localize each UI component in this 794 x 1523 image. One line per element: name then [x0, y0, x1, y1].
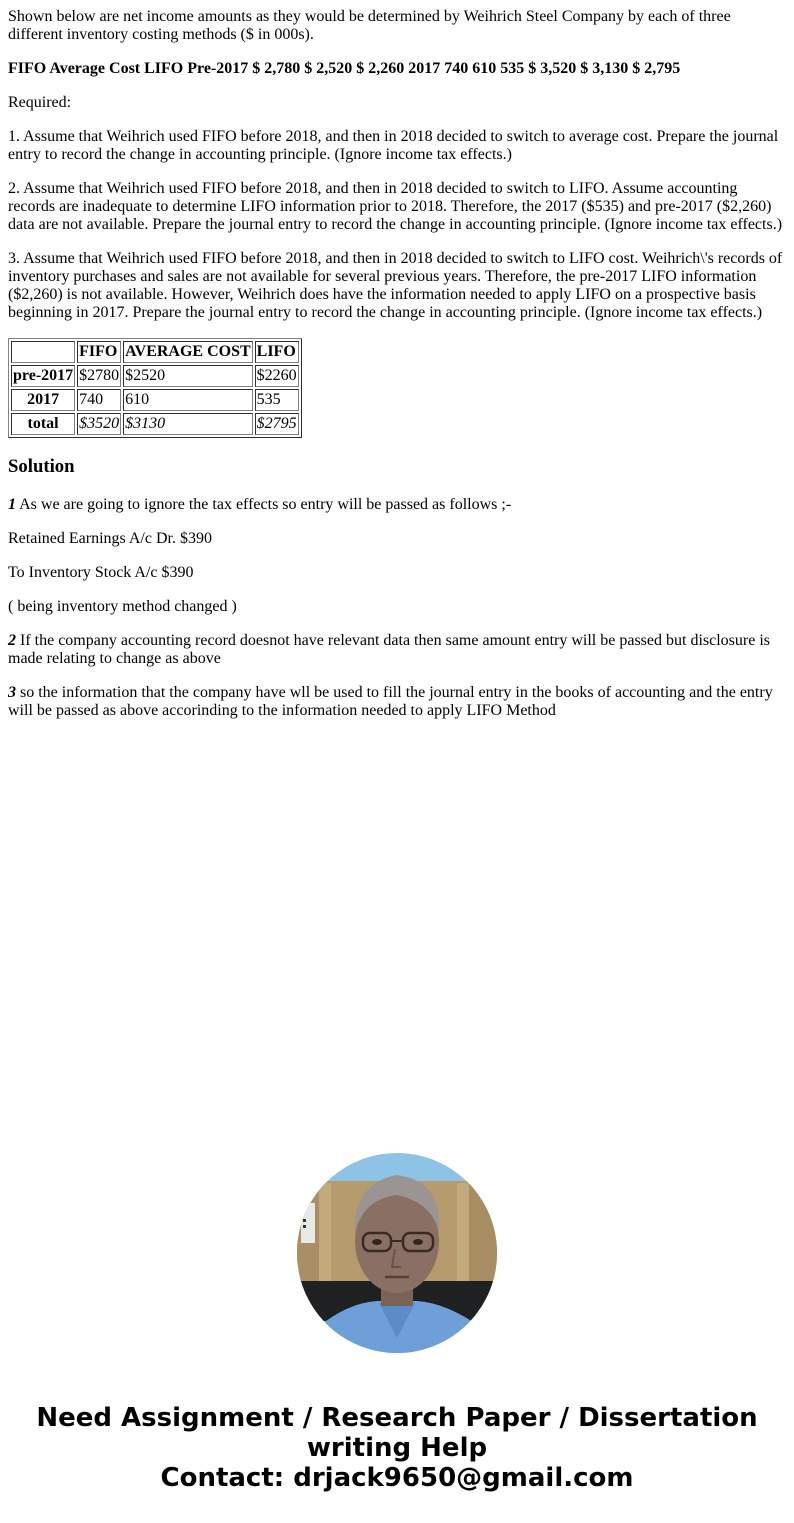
table-header-row — [11, 341, 299, 363]
promo-footer — [0, 1403, 794, 1493]
part-text: As we are going to ignore the tax effects so entry will be passed as follows ;- — [16, 496, 512, 513]
question-intro: Shown below are net income amounts as they would be determined by Weihrich Steel Company by each of three different inventory costing methods ($ in 000s). — [8, 8, 731, 43]
cell-lifo: $2795 — [255, 413, 299, 435]
journal-narration: ( being inventory method changed ) — [8, 598, 237, 615]
table-row-total — [11, 413, 299, 435]
solution-part-1 — [8, 496, 786, 514]
cell-lifo: 535 — [255, 389, 299, 411]
cell-fifo: $3520 — [77, 413, 121, 435]
cell-average-cost: $2520 — [123, 365, 253, 387]
part-text: so the information that the company have wll be used to fill the journal entry in the books of accounting and the entry will be passed as above accorinding to the information needed to apply LIFO Method — [8, 684, 773, 719]
footer-line-2: writing Help — [306, 1433, 488, 1463]
part-number: 3 — [8, 684, 16, 701]
part-number: 1 — [8, 496, 16, 513]
footer-line-1: Need Assignment / Research Paper / Dissertation — [36, 1403, 758, 1433]
question-table-text: FIFO Average Cost LIFO Pre-2017 $ 2,780 $ 2,520 $ 2,260 2017 740 610 535 $ 3,520 $ 3,130 $ 2,795 — [8, 60, 681, 77]
journal-debit-line: Retained Earnings A/c Dr. $390 — [8, 530, 212, 547]
journal-credit-line: To Inventory Stock A/c $390 — [8, 564, 194, 581]
table-header-empty — [11, 341, 75, 363]
cell-lifo: $2260 — [255, 365, 299, 387]
table-row — [11, 389, 299, 411]
footer-contact: Contact: drjack9650@gmail.com — [160, 1463, 634, 1493]
row-label: 2017 — [11, 389, 75, 411]
solution-part-2 — [8, 632, 786, 668]
cell-average-cost: 610 — [123, 389, 253, 411]
row-label: pre-2017 — [11, 365, 75, 387]
part-number: 2 — [8, 632, 16, 649]
part-text: If the company accounting record doesnot have relevant data then same amount entry will be passed but disclosure is made relating to change as above — [8, 632, 770, 667]
solution-heading: Solution — [8, 456, 75, 477]
solution-part-3 — [8, 684, 786, 720]
tutor-avatar — [297, 1153, 497, 1353]
required-label: Required: — [8, 94, 72, 111]
net-income-table — [8, 338, 302, 438]
cell-fifo: 740 — [77, 389, 121, 411]
requirement-2: 2. Assume that Weihrich used FIFO before 2018, and then in 2018 decided to switch to LIFO. Assume accounting records are inadequate to determine LIFO information prior to 2018. Therefore, the 2017 ($535) and pre-2017 ($2,260) data are not available. Prepare the journal entry to record the change in accounting principle. (Ignore income tax effects.) — [8, 180, 783, 233]
cell-fifo: $2780 — [77, 365, 121, 387]
table-row — [11, 365, 299, 387]
table-header-fifo: FIFO — [77, 341, 121, 363]
person-photo-icon — [297, 1153, 497, 1353]
requirement-3: 3. Assume that Weihrich used FIFO before 2018, and then in 2018 decided to switch to LIFO cost. Weihrich\'s records of inventory purchases and sales are not available for several previous years. Therefore, the pre-2017 LIFO information ($2,260) is not available. However, Weihrich does have the information needed to apply LIFO on a prospective basis beginning in 2017. Prepare the journal entry to record the change in accounting principle. (Ignore income tax effects.) — [8, 250, 783, 321]
table-header-average-cost: AVERAGE COST — [123, 341, 253, 363]
requirement-1: 1. Assume that Weihrich used FIFO before 2018, and then in 2018 decided to switch to average cost. Prepare the journal entry to record the change in accounting principle. (Ignore income tax effects.) — [8, 128, 779, 163]
cell-average-cost: $3130 — [123, 413, 253, 435]
page-content — [0, 0, 794, 720]
table-header-lifo: LIFO — [255, 341, 299, 363]
row-label: total — [11, 413, 75, 435]
